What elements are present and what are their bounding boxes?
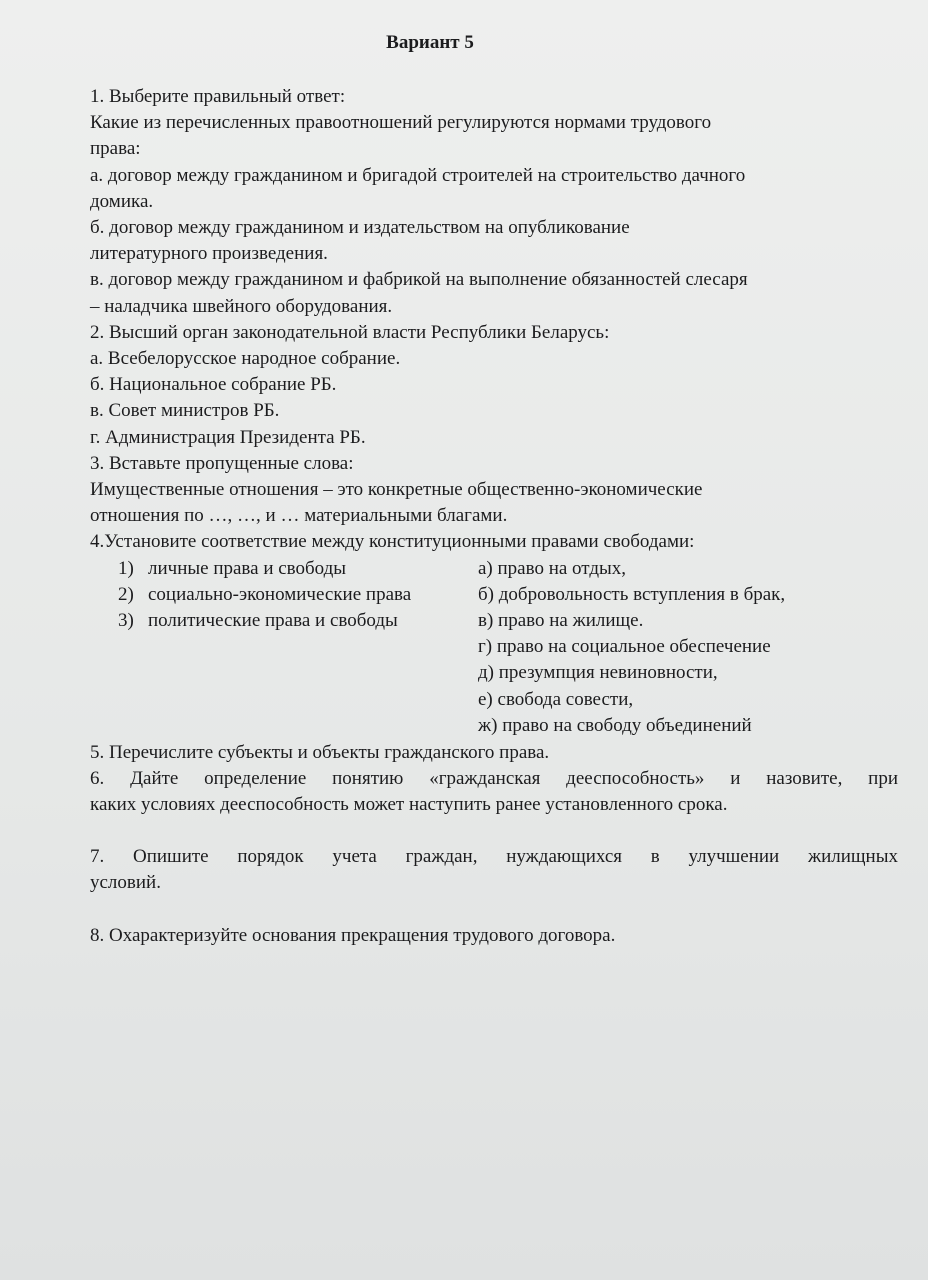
examples-list (478, 556, 785, 739)
example-item: г) право на социальное обеспечение (478, 636, 771, 658)
questions (90, 84, 898, 949)
rights-item: 3) политические права и свободы (118, 610, 398, 632)
question-2 (90, 320, 898, 451)
question-1-text-cont: права: (90, 138, 141, 160)
example-item: е) свобода совести, (478, 688, 634, 710)
question-1 (90, 84, 898, 320)
question-7-line-2: условий. (90, 872, 161, 894)
question-3-heading: 3. Вставьте пропущенные слова: (90, 452, 354, 474)
spacer (90, 818, 898, 844)
rights-list (118, 556, 411, 635)
question-5: 5. Перечислите субъекты и объекты гражданского права. (90, 741, 550, 763)
question-3-text-cont: отношения по …, …, и … материальными благами. (90, 505, 508, 527)
rights-item: 1) личные права и свободы (118, 557, 347, 579)
question-6 (90, 766, 898, 818)
question-2-option-b: б. Национальное собрание РБ. (90, 374, 337, 396)
question-1-text: Какие из перечисленных правоотношений регулируются нормами трудового (90, 112, 712, 134)
question-3 (90, 451, 898, 530)
example-item: б) добровольность вступления в брак, (478, 583, 786, 605)
question-1-heading: 1. Выберите правильный ответ: (90, 86, 346, 107)
matching-table (90, 556, 898, 740)
question-4 (90, 529, 898, 739)
question-1-option-b-cont: литературного произведения. (90, 243, 328, 265)
example-item: д) презумпция невиновности, (478, 662, 718, 684)
example-item: в) право на жилище. (478, 610, 644, 632)
question-2-option-c: в. Совет министров РБ. (90, 400, 280, 422)
spacer (90, 897, 898, 923)
question-2-option-a: а. Всебелорусское народное собрание. (90, 348, 401, 370)
question-8: 8. Охарактеризуйте основания прекращения трудового договора. (90, 924, 616, 946)
question-1-option-c: в. договор между гражданином и фабрикой на выполнение обязанностей слесаря (90, 269, 748, 291)
rights-item: 2) социально-экономические права (118, 583, 412, 605)
question-1-option-a: а. договор между гражданином и бригадой строителей на строительство дачного (90, 164, 746, 186)
example-item: ж) право на свободу объединений (478, 714, 752, 736)
question-2-option-d: г. Администрация Президента РБ. (90, 426, 366, 448)
question-4-heading: 4.Установите соответствие между конституционными правами свободами: (90, 531, 695, 553)
question-2-heading: 2. Высший орган законодательной власти Республики Беларусь: (90, 321, 610, 343)
question-1-option-a-cont: домика. (90, 190, 154, 212)
question-6-line-1: 6. Дайте определение понятию «гражданская дееспособность» и назовите, при (90, 767, 898, 789)
question-1-option-b: б. договор между гражданином и издательством на опубликование (90, 217, 630, 239)
question-7 (90, 844, 898, 896)
page-title: Вариант 5 (386, 32, 474, 53)
question-7-line-1: 7. Опишите порядок учета граждан, нуждающихся в улучшении жилищных (90, 846, 898, 868)
example-item: а) право на отдых, (478, 557, 627, 579)
question-6-line-2: каких условиях дееспособность может наступить ранее установленного срока. (90, 794, 728, 816)
question-3-text: Имущественные отношения – это конкретные общественно-экономические (90, 479, 703, 501)
question-1-option-c-cont: – наладчика швейного оборудования. (90, 295, 393, 317)
